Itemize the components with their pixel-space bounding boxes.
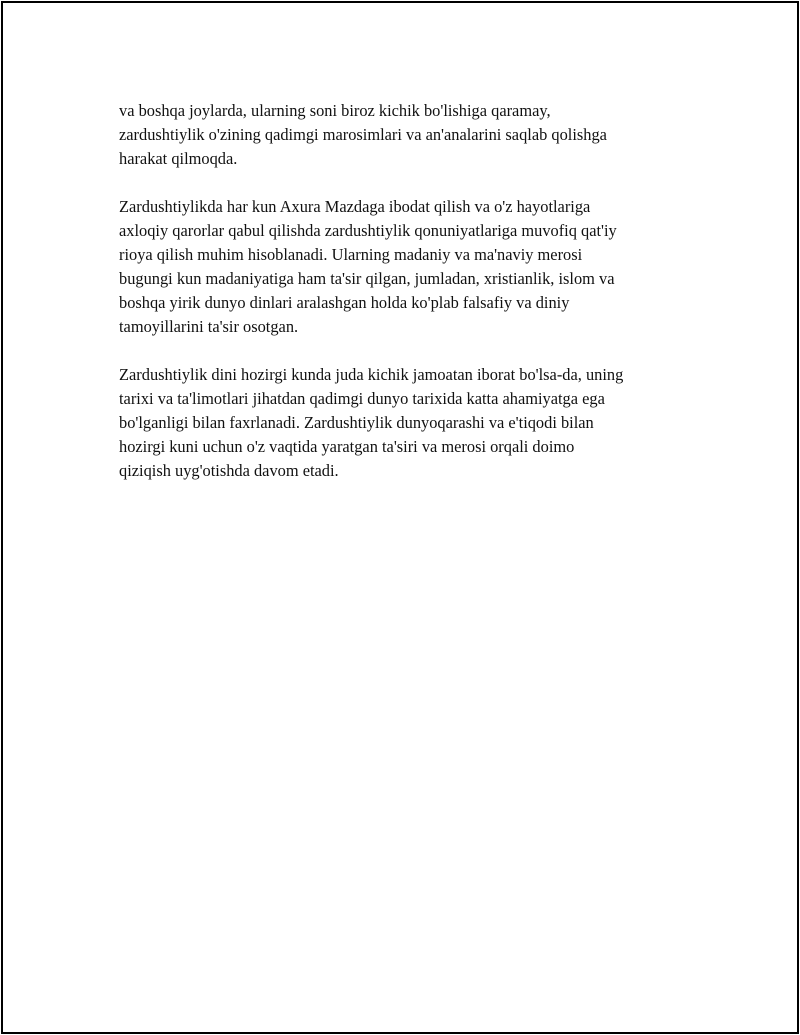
document-body: [119, 99, 719, 507]
text-line: bo'lganligi bilan faxrlanadi. Zardushtiylik dunyoqarashi va e'tiqodi bilan: [119, 413, 594, 432]
text-line: zardushtiylik o'zining qadimgi marosimlari va an'analarini saqlab qolishga: [119, 125, 607, 144]
text-line: Zardushtiylik dini hozirgi kunda juda kichik jamoatan iborat bo'lsa-da, uning: [119, 365, 624, 384]
text-line: hozirgi kuni uchun o'z vaqtida yaratgan ta'siri va merosi orqali doimo: [119, 437, 575, 456]
text-line: tamoyillarini ta'sir osotgan.: [119, 317, 299, 336]
text-line: rioya qilish muhim hisoblanadi. Ularning madaniy va ma'naviy merosi: [119, 245, 583, 264]
paragraph-2: [119, 195, 719, 339]
text-line: tarixi va ta'limotlari jihatdan qadimgi dunyo tarixida katta ahamiyatga ega: [119, 389, 605, 408]
text-line: boshqa yirik dunyo dinlari aralashgan holda ko'plab falsafiy va diniy: [119, 293, 570, 312]
paragraph-1: [119, 99, 719, 171]
text-line: harakat qilmoqda.: [119, 149, 238, 168]
text-line: axloqiy qarorlar qabul qilishda zardushtiylik qonuniyatlariga muvofiq qat'iy: [119, 221, 617, 240]
page-frame: [1, 1, 799, 1034]
text-line: va boshqa joylarda, ularning soni biroz kichik bo'lishiga qaramay,: [119, 101, 551, 120]
paragraph-3: [119, 363, 719, 483]
text-line: bugungi kun madaniyatiga ham ta'sir qilgan, jumladan, xristianlik, islom va: [119, 269, 615, 288]
text-line: Zardushtiylikda har kun Axura Mazdaga ibodat qilish va o'z hayotlariga: [119, 197, 591, 216]
text-line: qiziqish uyg'otishda davom etadi.: [119, 461, 339, 480]
